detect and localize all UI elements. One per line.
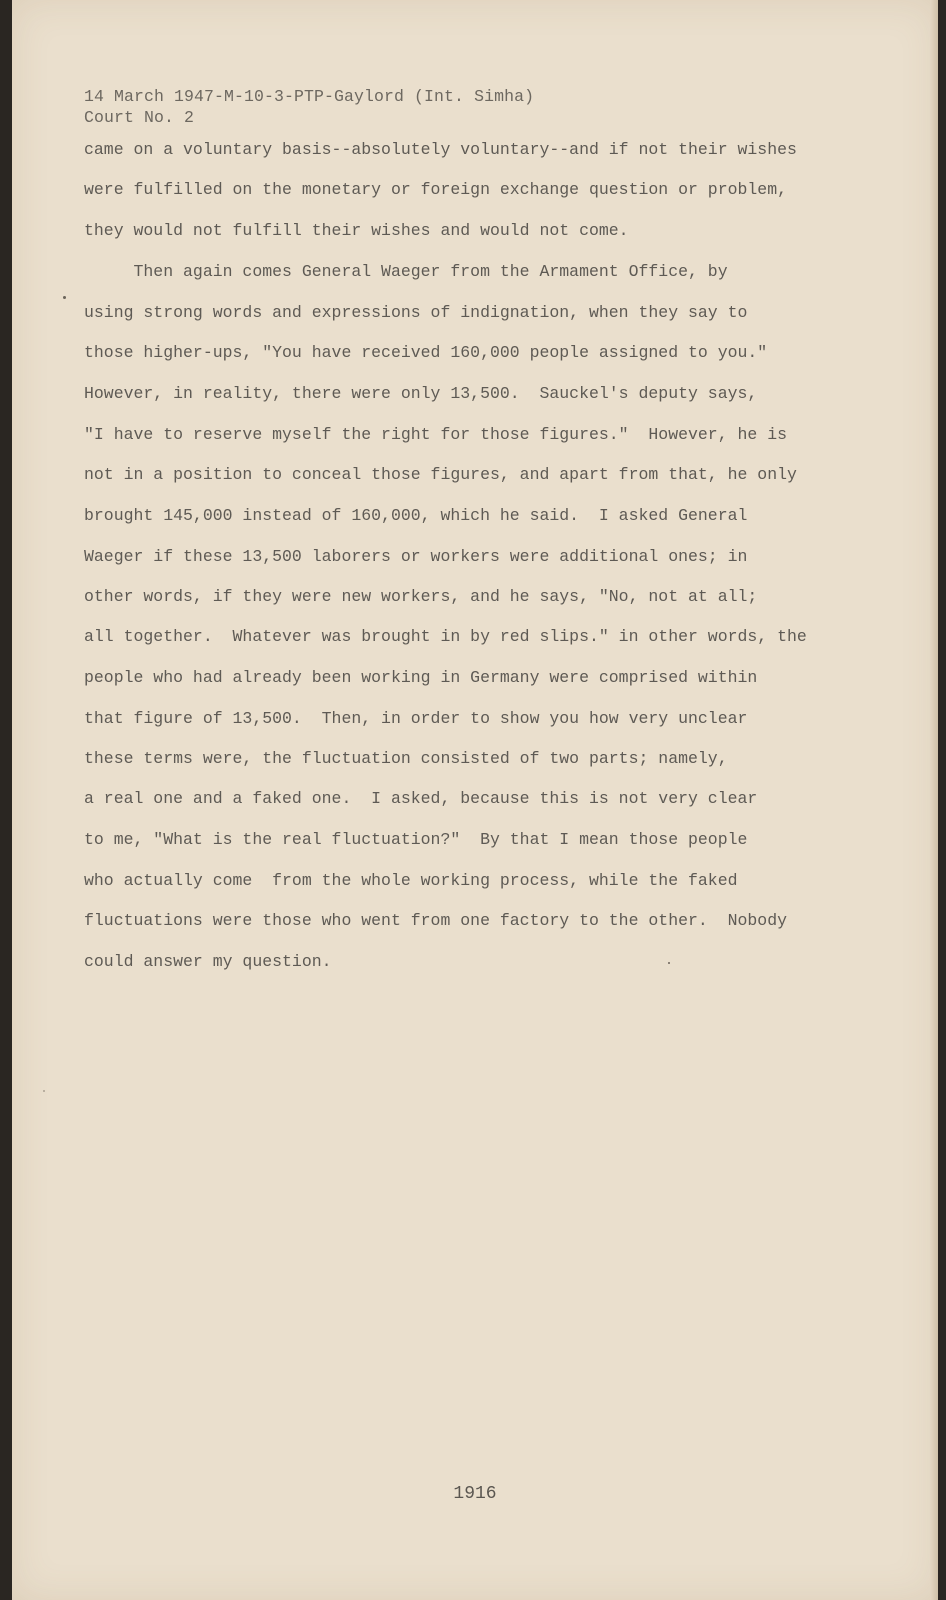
transcript-line: were fulfilled on the monetary or foreign exchange question or problem, [84, 180, 788, 199]
transcript-line: those higher-ups, "You have received 160,000 people assigned to you." [84, 343, 768, 362]
transcript-line: using strong words and expressions of indignation, when they say to [84, 303, 748, 322]
transcript-line: fluctuations were those who went from one factory to the other. Nobody [84, 911, 788, 930]
header-court-line: Court No. 2 [84, 108, 195, 127]
transcript-line: a real one and a faked one. I asked, because this is not very clear [84, 789, 758, 808]
header-date-line: 14 March 1947-M-10-3-PTP-Gaylord (Int. Simha) [84, 87, 535, 106]
transcript-line: brought 145,000 instead of 160,000, which he said. I asked General [84, 506, 748, 525]
transcript-line: that figure of 13,500. Then, in order to show you how very unclear [84, 709, 748, 728]
transcript-line: However, in reality, there were only 13,500. Sauckel's deputy says, [84, 384, 758, 403]
transcript-line: "I have to reserve myself the right for those figures." However, he is [84, 425, 788, 444]
transcript-line: all together. Whatever was brought in by red slips." in other words, the [84, 627, 807, 646]
paper-speck [668, 962, 670, 964]
transcript-line: Waeger if these 13,500 laborers or workers were additional ones; in [84, 547, 748, 566]
transcript-line: other words, if they were new workers, and he says, "No, not at all; [84, 587, 758, 606]
page-number: 1916 [453, 1484, 497, 1504]
transcript-line: Then again comes General Waeger from the Armament Office, by [84, 262, 728, 281]
document-header [84, 86, 534, 128]
transcript-line: people who had already been working in Germany were comprised within [84, 668, 758, 687]
page-edge [930, 0, 938, 1600]
transcript-line: they would not fulfill their wishes and would not come. [84, 221, 629, 240]
paper-speck [63, 296, 66, 299]
transcript-line: to me, "What is the real fluctuation?" By that I mean those people [84, 830, 748, 849]
transcript-line: not in a position to conceal those figures, and apart from that, he only [84, 465, 797, 484]
document-page [12, 0, 938, 1600]
transcript-line: came on a voluntary basis--absolutely voluntary--and if not their wishes [84, 140, 797, 159]
transcript-line: could answer my question. [84, 952, 332, 971]
transcript-line: these terms were, the fluctuation consisted of two parts; namely, [84, 749, 728, 768]
paper-speck [43, 1090, 45, 1092]
transcript-line: who actually come from the whole working process, while the faked [84, 871, 738, 890]
